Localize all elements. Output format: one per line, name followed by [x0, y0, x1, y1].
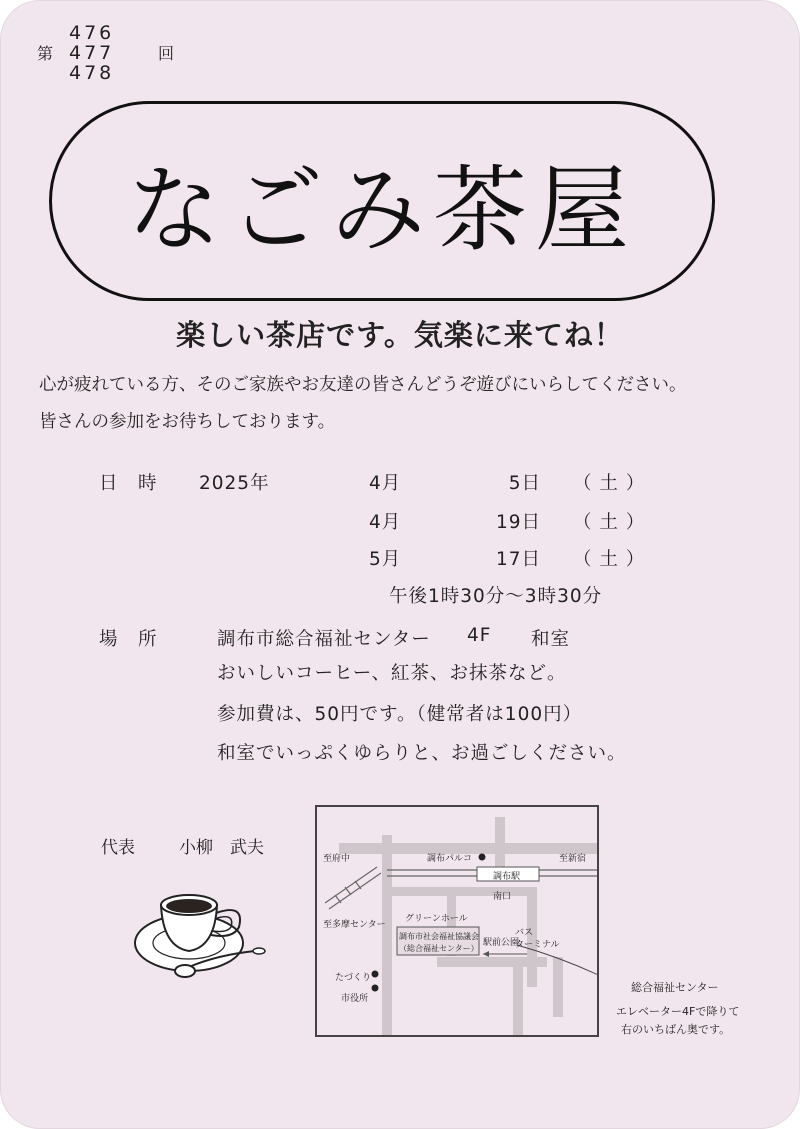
- page-title: なごみ茶屋: [126, 155, 637, 265]
- schedule-month: 4月: [369, 473, 402, 494]
- tazukuri-marker: [372, 971, 379, 978]
- map-label-fuchu: 至府中: [323, 854, 351, 864]
- venue-room: 和室: [531, 629, 571, 650]
- representative-name: 小柳 武夫: [179, 838, 264, 858]
- schedule-day: 5日: [508, 473, 541, 494]
- intro-line: 皆さんの参加をお待ちしております。: [39, 412, 336, 432]
- map-label-tazukuri: たづくり: [335, 973, 372, 983]
- map-label-park: 駅前公園: [483, 938, 520, 948]
- issue-number: 478: [69, 62, 115, 84]
- access-map: [315, 805, 599, 1037]
- coffee-cup-icon: [127, 885, 277, 985]
- map-callout-line: 右のいちばん奥です。: [621, 1023, 731, 1036]
- schedule-day: 17日: [495, 549, 541, 570]
- map-label-tama-center: 至多摩センター: [323, 920, 386, 930]
- venue-floor: 4F: [467, 625, 492, 646]
- schedule-month: 4月: [369, 512, 402, 533]
- schedule-label: 日 時: [99, 473, 158, 494]
- schedule-day: 19日: [495, 512, 541, 533]
- schedule-month: 5月: [369, 549, 402, 570]
- venue-place: 調布市総合福祉センター: [217, 629, 431, 650]
- intro-line: 心が疲れている方、そのご家族やお友達の皆さんどうぞ遊びにいらしてください。: [39, 375, 687, 395]
- venue-detail: 和室でいっぷくゆらりと、お過ごしください。: [217, 743, 627, 764]
- parco-marker: [479, 854, 486, 861]
- issue-prefix: 第: [37, 44, 54, 63]
- representative-label: 代表: [101, 838, 135, 858]
- issue-suffix: 回: [158, 44, 175, 63]
- map-label-green-hall: グリーンホール: [405, 914, 468, 924]
- schedule-weekday: （ 土 ）: [573, 549, 646, 570]
- map-label-bus-terminal: ターミナル: [515, 940, 560, 950]
- schedule-year: 2025年: [199, 473, 270, 494]
- venue-detail: おいしいコーヒー、紅茶、お抹茶など。: [217, 663, 567, 684]
- city-hall-marker: [372, 985, 379, 992]
- issue-number: 476: [69, 22, 115, 44]
- venue-detail: 参加費は、50円です。（健常者は100円）: [217, 704, 583, 725]
- venue-label: 場 所: [99, 629, 158, 650]
- map-label-city-hall: 市役所: [341, 994, 369, 1004]
- map-label-south-exit: 南口: [493, 892, 512, 902]
- issue-numbers: [69, 23, 114, 83]
- map-label-shinjuku: 至新宿: [559, 854, 587, 864]
- map-label-station: 調布駅: [493, 872, 521, 882]
- map-label-center: 調布市社会福祉協議会: [399, 932, 479, 941]
- map-callout-line: エレベーター4Fで降りて: [616, 1005, 740, 1018]
- map-callout-title: 総合福祉センター: [631, 981, 719, 994]
- schedule-time: 午後1時30分～3時30分: [389, 586, 603, 607]
- map-label-center-sub: （総合福祉センター）: [399, 944, 479, 953]
- map-label-bus: バス: [515, 928, 534, 938]
- issue-number: 477: [69, 42, 115, 64]
- schedule-weekday: （ 土 ）: [573, 512, 646, 533]
- subtitle: 楽しい茶店です。気楽に来てね！: [176, 318, 624, 352]
- schedule-weekday: （ 土 ）: [573, 473, 646, 494]
- map-label-parco: 調布パルコ: [427, 854, 473, 864]
- title-frame: [49, 101, 715, 301]
